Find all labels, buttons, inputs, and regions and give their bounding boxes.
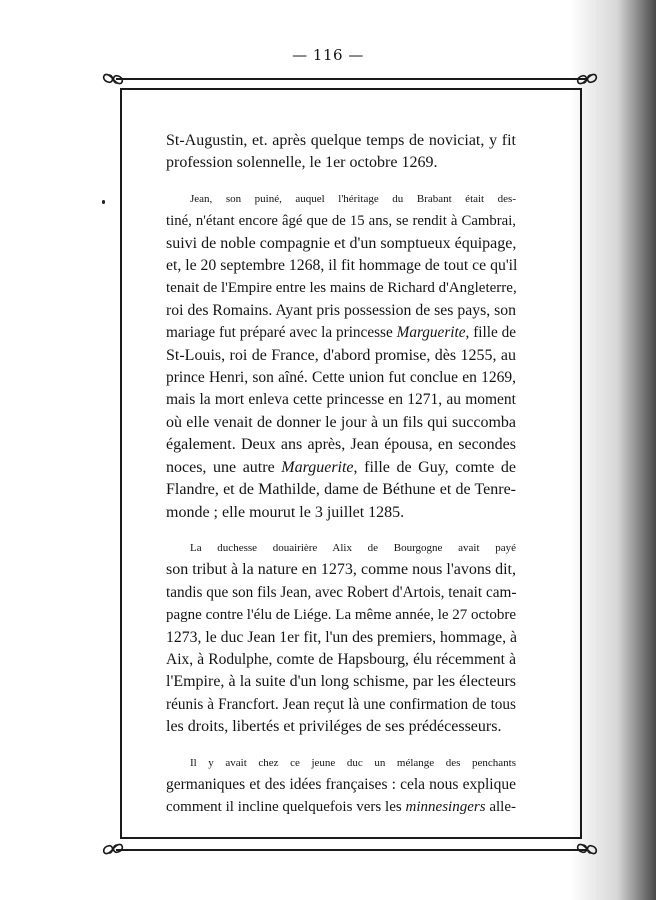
- text-line: tandis que son fils Jean, avec Robert d'Artois, tenait cam-: [166, 583, 517, 601]
- text-line: Flandre, et de Mathilde, dame de Béthune et de Tenre-: [166, 481, 516, 499]
- body-text: [166, 130, 516, 832]
- text-line: noces, une autre Marguerite, fille de Guy, comte de: [166, 458, 516, 476]
- corner-ornament-icon: [574, 66, 600, 92]
- text-line: profession solennelle, le 1er octobre 1269.: [166, 154, 438, 172]
- text-line: St-Louis, roi de France, d'abord promise, dès 1255, au: [166, 346, 516, 364]
- paragraph: [166, 537, 516, 739]
- text-line: pagne contre l'élu de Liége. La même année, le 27 octobre: [166, 607, 517, 624]
- text-line: La duchesse douairière Alix de Bourgogne avait payé: [190, 541, 516, 554]
- text-line: où elle venait de donner le jour à un fils qui succomba: [166, 413, 516, 431]
- text-line: 1273, le duc Jean 1er fit, l'un des premiers, hommage, à: [166, 628, 517, 646]
- text-line: germaniques et des idées françaises : cela nous explique: [166, 775, 516, 793]
- corner-ornament-icon: [100, 836, 126, 862]
- text-line: monde ; elle mourut le 3 juillet 1285.: [166, 503, 405, 521]
- text-line: les droits, libertés et priviléges de ses prédécesseurs.: [166, 718, 502, 736]
- paragraph: [166, 188, 516, 524]
- text-line: comment il incline quelquefois vers les minnesingers alle-: [166, 799, 516, 816]
- text-line: roi des Romains. Ayant pris possession de ses pays, son: [166, 301, 516, 319]
- corner-ornament-icon: [574, 836, 600, 862]
- text-line: prince Henri, son aîné. Cette union fut conclue en 1269,: [166, 369, 516, 387]
- text-line: mais la mort enleva cette princesse en 1271, au moment: [166, 391, 516, 409]
- text-line: St-Augustin, et. après quelque temps de noviciat, y fit: [166, 132, 516, 149]
- text-line: et, le 20 septembre 1268, il fit hommage de tout ce qu'il: [166, 257, 518, 275]
- ink-speck: [102, 200, 105, 204]
- corner-ornament-icon: [100, 66, 126, 92]
- paragraph: [166, 752, 516, 819]
- text-line: l'Empire, à la suite d'un long schisme, par les électeurs: [166, 673, 516, 691]
- text-line: réunis à Francfort. Jean reçut là une confirmation de tous: [166, 695, 516, 713]
- page-number: — 116 —: [292, 46, 364, 64]
- text-line: Aix, à Rodulphe, comte de Hapsbourg, élu récemment à: [166, 650, 516, 668]
- text-line: Il y avait chez ce jeune duc un mélange des penchants: [190, 756, 516, 769]
- text-line: tenait de l'Empire entre les mains de Richard d'Angleterre,: [166, 280, 517, 297]
- frame-top-rule: [116, 78, 588, 80]
- text-line: son tribut à la nature en 1273, comme nous l'avons dit,: [166, 561, 516, 579]
- text-line: tiné, n'étant encore âgé que de 15 ans, se rendit à Cambrai,: [166, 213, 516, 230]
- text-line: Jean, son puiné, auquel l'héritage du Brabant était des-: [190, 192, 516, 205]
- page-edge-shadow: [570, 0, 656, 900]
- text-line: suivi de noble compagnie et d'un somptueux équipage,: [166, 234, 517, 252]
- text-line: également. Deux ans après, Jean épousa, en secondes: [166, 436, 516, 454]
- paragraph: [166, 130, 516, 175]
- text-line: mariage fut préparé avec la princesse Marguerite, fille de: [166, 324, 516, 342]
- frame-bottom-rule: [116, 849, 588, 851]
